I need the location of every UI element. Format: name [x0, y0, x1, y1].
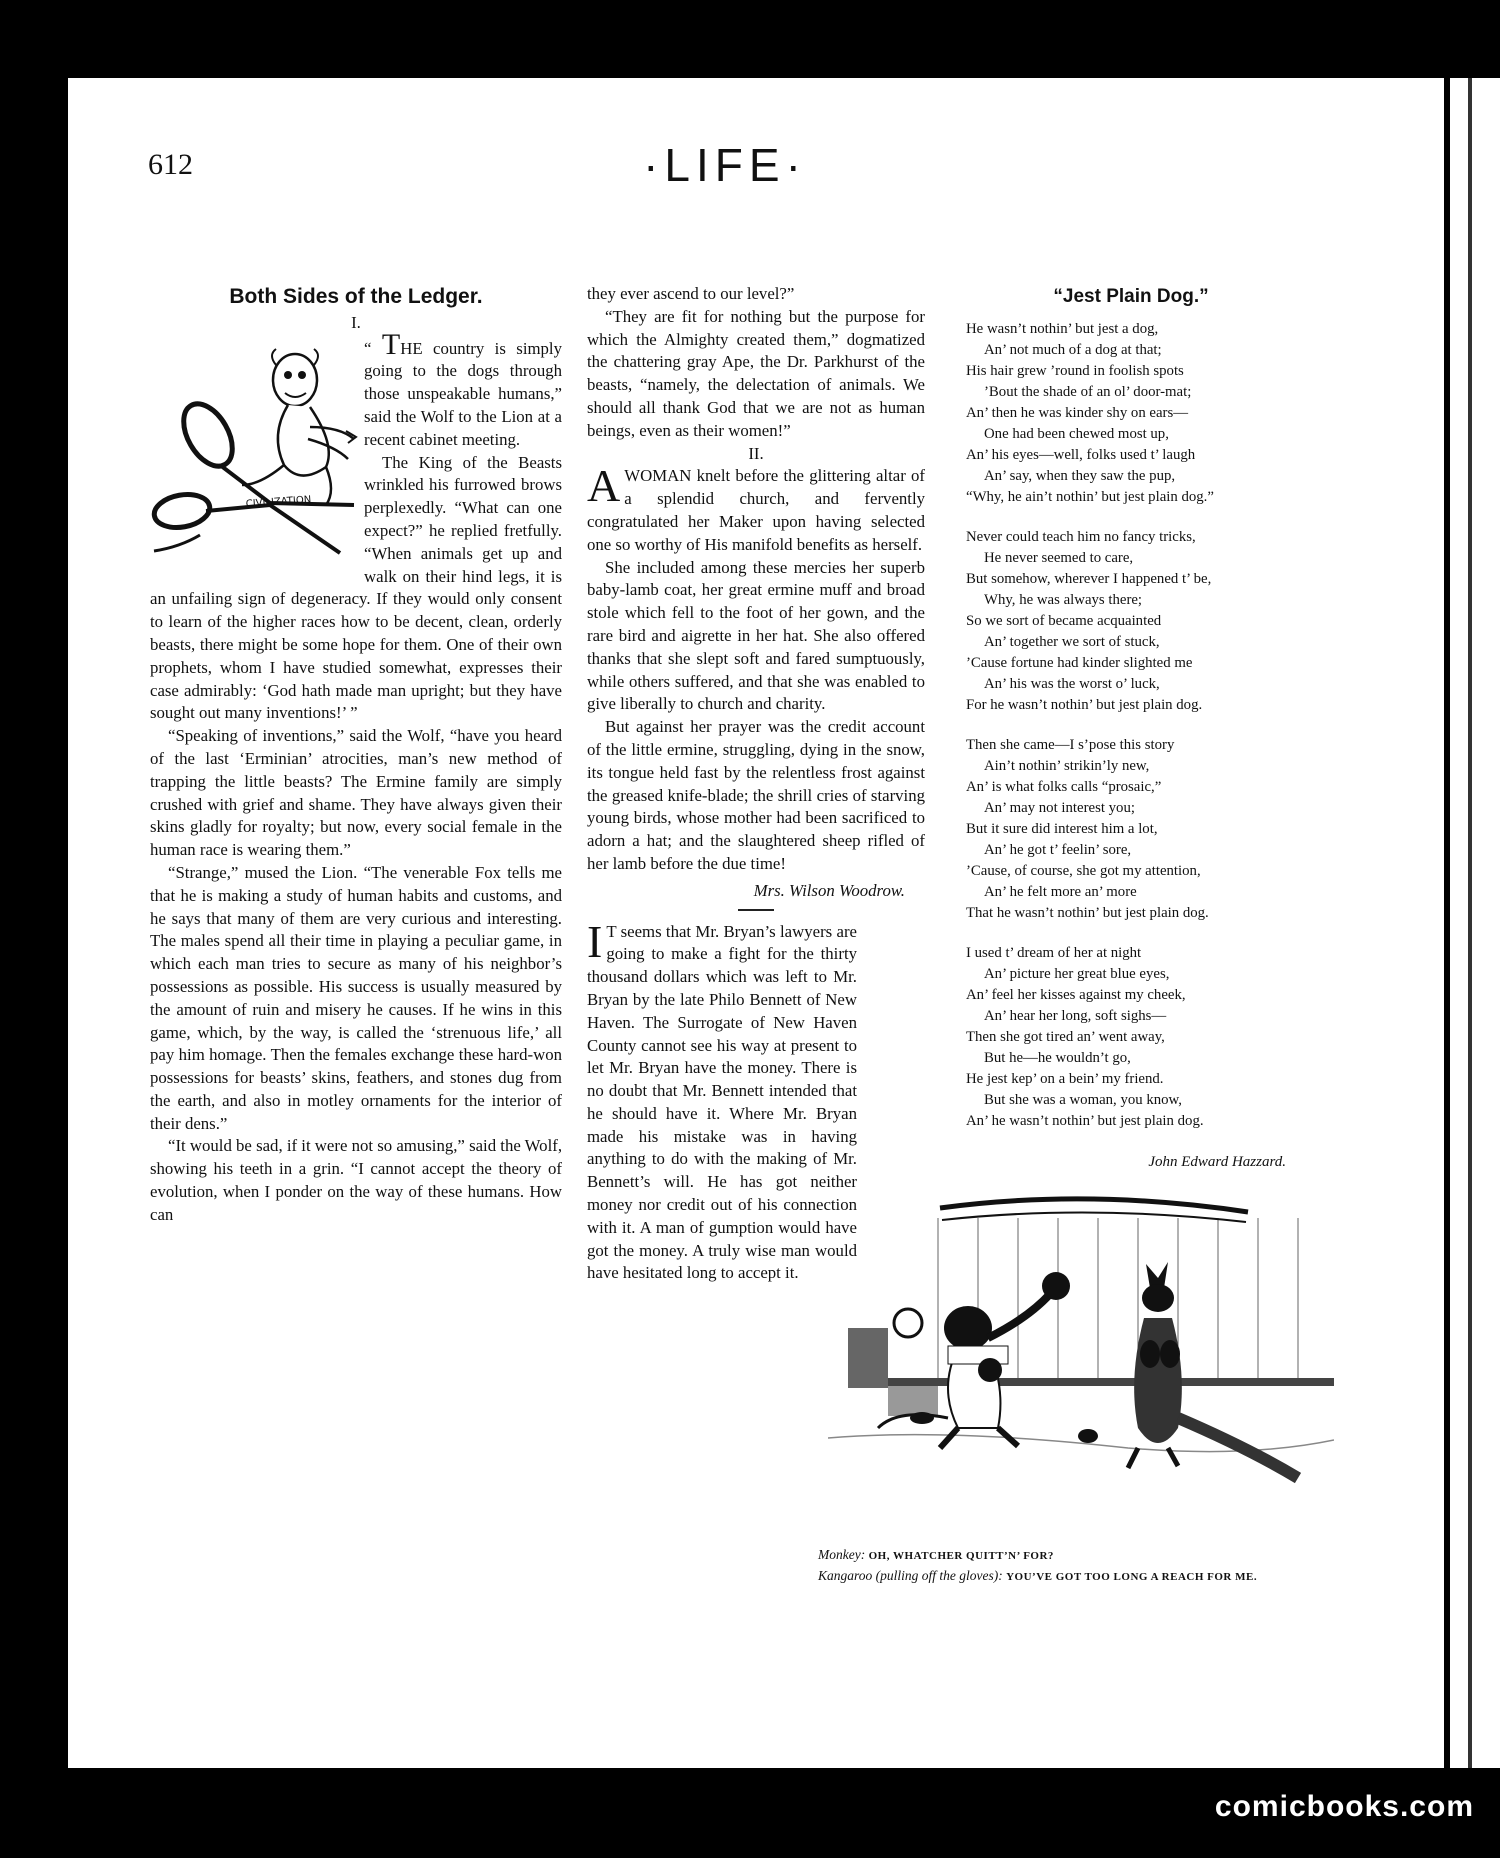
- monkey-scissors-illustration: [150, 335, 358, 575]
- poem-line: An’ together we sort of stuck,: [984, 633, 1160, 650]
- caption-dialogue-monkey: OH, WHATCHER QUITT’N’ FOR?: [868, 1550, 1054, 1562]
- caption-line-2: [818, 1566, 1338, 1587]
- paragraph: HE country is simply going to the dogs through those unspeakable humans,” said the Wolf to the Lion at a recent cabinet meeting.: [364, 338, 562, 449]
- poem-line: But she was a woman, you know,: [984, 1091, 1182, 1108]
- poem-line: An’ he felt more an’ more: [984, 883, 1137, 900]
- poem-line: An’ not much of a dog at that;: [984, 341, 1162, 358]
- paragraph: “It would be sad, if it were not so amusing,” said the Wolf, showing his teeth in a grin. “I cannot accept the theory of evolution, when I ponder on the way of these humans. How can: [150, 1136, 563, 1224]
- poem-line: An’ say, when they saw the pup,: [984, 467, 1176, 484]
- poem-line: ’Bout the shade of an ol’ door-mat;: [984, 383, 1192, 400]
- poem-stanza: [966, 943, 1296, 1132]
- poem-stanza: [966, 319, 1296, 508]
- caption-speaker-monkey: Monkey:: [818, 1547, 866, 1562]
- poet-signature: John Edward Hazzard.: [1148, 1153, 1286, 1170]
- paragraph: “Strange,” mused the Lion. “The venerable Fox tells me that he is making a study of human habits and customs, and he says that many of them are very curious and interesting. The males spend all their time in playing a peculiar game, in which each man tries to secure as many of his neighbor’s possessions as possible. His success is usually measured by the amount of ruin and misery he causes. If he wins in this game, which, by the way, is called the ‘strenuous life,’ all pay him homage. Then the females exchange these hard-won possessions for beasts’ skins, feathers, and stones dug from the earth, and also in motley ornaments for the interior of their dens.”: [150, 862, 562, 1133]
- masthead-title: ·LIFE·: [643, 139, 807, 191]
- paragraph: The King of the Beasts wrinkled his furrowed brows perplexedly. “What can one expect?” he replied fretfully. “When animals get up and walk on their hind legs, it is an unfailing sign of degeneracy. If they would only consent to learn of the higher races how to be decent, clean, orderly beasts, there might be some hope for them. One of their own prophets, whom I have studied somewhat, expresses their case admirably: ‘God hath made man upright; but they have sought out many inventions!’ ”: [150, 452, 562, 723]
- poem-body: [966, 319, 1296, 1132]
- poem-line: Then she got tired an’ went away,: [966, 1028, 1165, 1045]
- civilization-label: CIVILIZATION: [245, 494, 312, 510]
- quote-open: “: [364, 338, 382, 358]
- article-title: Both Sides of the Ledger.: [229, 285, 483, 308]
- poem-line: “Why, he ain’t nothin’ but jest plain dog.”: [966, 488, 1214, 505]
- site-watermark: comicbooks.com: [1214, 1790, 1474, 1823]
- poem-line: An’ his was the worst o’ luck,: [984, 675, 1160, 692]
- page-number: 612: [148, 148, 193, 181]
- column-1: [150, 283, 562, 1227]
- poem-line: An’ then he was kinder shy on ears—: [966, 404, 1189, 421]
- drop-cap: T: [381, 327, 401, 361]
- paragraph: T seems that Mr. Bryan’s lawyers are going to make a fight for the thirty thousand dollars which was left to Mr. Bryan by the late Philo Bennett of New Haven. The Surrogate of New Haven County cannot see his way at present to let Mr. Bryan have the money. There is no doubt that Mr. Bennett intended that he should have it. Where Mr. Bryan made his mistake was in having anything to do with the making of Mr. Bennett’s will. He has got neither money nor credit out of his connection with it. A man of gumption would have got the money. A truly wise man would have hesitated long to accept it.: [587, 921, 857, 1283]
- poem-line: An’ may not interest you;: [984, 799, 1135, 816]
- poem-line: His hair grew ’round in foolish spots: [966, 362, 1184, 379]
- poem-line: Never could teach him no fancy tricks,: [966, 528, 1196, 545]
- poem-line: But it sure did interest him a lot,: [966, 820, 1158, 837]
- poem-line: ’Cause, of course, she got my attention,: [966, 862, 1201, 879]
- cartoon-caption: [818, 1545, 1338, 1587]
- poem-line: For he wasn’t nothin’ but jest plain dog.: [966, 696, 1203, 713]
- poem-line: So we sort of became acquainted: [966, 612, 1162, 629]
- poem-line: That he wasn’t nothin’ but jest plain dog.: [966, 904, 1209, 921]
- poem-line: But he—he wouldn’t go,: [984, 1049, 1131, 1066]
- poem-line: But somehow, wherever I happened t’ be,: [966, 570, 1212, 587]
- section-numeral: I.: [351, 312, 361, 332]
- poem-line: I used t’ dream of her at night: [966, 944, 1142, 961]
- boxing-cartoon: [828, 1178, 1334, 1518]
- drop-cap: I: [587, 915, 603, 967]
- poem-line: He never seemed to care,: [984, 549, 1134, 566]
- poem-line: Then she came—I s’pose this story: [966, 736, 1175, 753]
- column-3-poem: [966, 283, 1296, 1174]
- poem-stanza: [966, 735, 1296, 924]
- caption-speaker-kangaroo: Kangaroo (pulling off the gloves):: [818, 1568, 1003, 1583]
- caption-dialogue-kangaroo: YOU’VE GOT TOO LONG A REACH FOR ME.: [1006, 1571, 1258, 1583]
- paragraph: “They are fit for nothing but the purpose for which the Almighty created them,” dogmatized the chattering gray Ape, the Dr. Parkhurst of the beasts, “namely, the delectation of animals. We should all thank God that we are not as human beings, even as their women!”: [587, 306, 925, 440]
- poem-stanza: [966, 527, 1296, 716]
- poem-line: An’ he got t’ feelin’ sore,: [984, 841, 1132, 858]
- divider: [738, 909, 774, 911]
- paragraph: they ever ascend to our level?”: [587, 284, 795, 303]
- poem-title: “Jest Plain Dog.”: [1053, 286, 1209, 307]
- poem-line: An’ picture her great blue eyes,: [984, 965, 1170, 982]
- drop-cap: A: [587, 460, 621, 512]
- poem-line: An’ is what folks calls “prosaic,”: [966, 778, 1162, 795]
- poem-line: An’ his eyes—well, folks used t’ laugh: [966, 446, 1196, 463]
- paragraph: “Speaking of inventions,” said the Wolf, “have you heard of the last ‘Erminian’ atrocities, man’s new method of trapping the little beasts? The Ermine family are simply crushed with grief and shame. They have always given their skins gladly for royalty; but now, every social female in the human race is wearing them.”: [150, 726, 562, 860]
- column-2: [587, 283, 925, 1285]
- poem-line: Ain’t nothin’ strikin’ly new,: [984, 757, 1150, 774]
- poem-line: One had been chewed most up,: [984, 425, 1169, 442]
- poem-line: ’Cause fortune had kinder slighted me: [966, 654, 1193, 671]
- paragraph: WOMAN knelt before the glittering altar of a splendid church, and fervently congratulated her Maker upon having selected one so worthy of His manifold benefits as herself.: [587, 466, 925, 554]
- poem-line: He jest kep’ on a bein’ my friend.: [966, 1070, 1164, 1087]
- poem-line: Why, he was always there;: [984, 591, 1143, 608]
- poem-line: An’ he wasn’t nothin’ but jest plain dog.: [966, 1112, 1204, 1129]
- poem-line: He wasn’t nothin’ but jest a dog,: [966, 320, 1159, 337]
- page-gutter: [1468, 78, 1472, 1768]
- caption-line-1: [818, 1545, 1338, 1566]
- poem-line: An’ hear her long, soft sighs—: [984, 1007, 1167, 1024]
- adjacent-page-edge: [1450, 78, 1500, 1768]
- paragraph: But against her prayer was the credit account of the little ermine, struggling, dying in the snow, its tongue held fast by the relentless frost against the greased knife-blade; the shrill cries of starving young birds, whose mother had been sacrificed to adorn a hat; and the slaughtered sheep rifled of her lamb before the due time!: [587, 717, 925, 873]
- section-numeral: II.: [748, 443, 764, 463]
- poem-line: An’ feel her kisses against my cheek,: [966, 986, 1186, 1003]
- author-signature: Mrs. Wilson Woodrow.: [753, 880, 905, 900]
- paragraph: She included among these mercies her superb baby-lamb coat, her great ermine muff and broad stole which fell to the foot of her gown, and the rare bird and aigrette in her hat. She also offered thanks that she slept soft and fared sumptuously, while others suffered, and that she was enabled to give liberally to church and charity.: [587, 557, 925, 714]
